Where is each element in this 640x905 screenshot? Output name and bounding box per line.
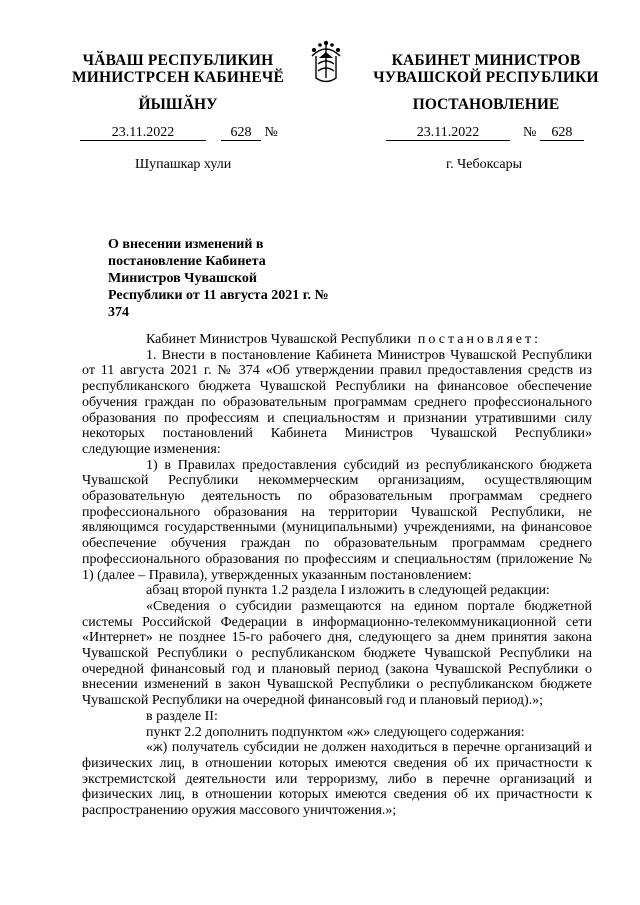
document-body (82, 332, 592, 819)
header-chuvash-line1: ЧӐВАШ РЕСПУБЛИКИН (82, 52, 274, 69)
header-chuvash-line2: МИНИСТРСЕН КАБИНЕЧӖ (71, 69, 285, 86)
doc-date-number-right (386, 125, 584, 141)
doc-date-left: 23.11.2022 (80, 125, 206, 141)
document-title: О внесении изменений в постановление Кабинета Министров Чувашской Республики от 11 августа 2021 г. № 374 (108, 237, 329, 320)
paragraph-2: 1) в Правилах предоставления субсидий из республиканского бюджета Чувашской Республики некоммерческим организациям, осуществляющим образовательную деятельность по образовательным программам среднего профессионального образования на территории Чувашской Республики, не являющимся государственными (муниципальными) учреждениями, на финансовое обеспечение обучения граждан по образовательным программам среднего профессионального образования по профессиям и специальностям (приложение № 1) (далее – Правила), утвержденных указанным постановлением: (82, 457, 592, 583)
header-russian-line1: КАБИНЕТ МИНИСТРОВ (391, 52, 581, 69)
doc-number-left: 628 (221, 125, 261, 141)
header-russian-doctype: ПОСТАНОВЛЕНИЕ (412, 96, 560, 113)
city-russian: г. Чебоксары (446, 157, 523, 172)
paragraph-7: «ж) получатель субсидии не должен находиться в перечне организаций и физических лиц, в отношении которых имеются сведения об их причастности к экстремистской деятельности или терроризму, либо в перечне организаций и физических лиц, в отношении которых имеются сведения об их причастности к распространению оружия массового уничтожения.»; (82, 740, 592, 819)
paragraph-6: пункт 2.2 дополнить подпунктом «ж» следующего содержания: (146, 724, 525, 740)
doc-date-number-left (80, 125, 278, 141)
header-chuvash (68, 52, 288, 86)
paragraph-5: в разделе II: (146, 708, 218, 724)
intro-paragraph (82, 332, 592, 348)
header-russian-line2: ЧУВАШСКОЙ РЕСПУБЛИКИ (373, 69, 599, 86)
doc-date-right: 23.11.2022 (386, 125, 510, 141)
header-chuvash-doctype: ЙЫШӐНУ (138, 96, 218, 113)
header-russian (368, 52, 604, 86)
city-chuvash: Шупашкар хули (135, 157, 232, 172)
doc-number-sign-left: № (264, 125, 278, 140)
intro-resolves: постановляет: (417, 332, 542, 347)
paragraph-3: абзац второй пункта 1.2 раздела I изложить в следующей редакции: (146, 583, 550, 599)
doc-number-right: 628 (540, 125, 584, 141)
paragraph-1: 1. Внести в постановление Кабинета Министров Чувашской Республики от 11 августа 2021 г. № 374 «Об утверждении правил предоставления средств из республиканского бюджета Чувашской Республики на финансовое обеспечение обучения граждан по образовательным программам среднего профессионального образования по профессиям и специальностям и признании утратившими силу некоторых постановлений Кабинета Министров Чувашской Республики» следующие изменения: (82, 347, 592, 457)
chuvash-emblem-icon (304, 38, 348, 86)
intro-text: Кабинет Министров Чувашской Республики (146, 332, 411, 347)
doc-number-sign-right: № (523, 125, 537, 140)
paragraph-4: «Сведения о субсидии размещаются на едином портале бюджетной системы Российской Федерации в информационно-телекоммуникационной сети «Интернет» не позднее 15-го рабочего дня, следующего за днем принятия закона Чувашской Республики о республиканском бюджете Чувашской Республики на очередной финансовый год и плановый период (закона Чувашской Республики о внесении изменений в закон Чувашской Республики о республиканском бюджете Чувашской Республики на очередной финансовый год и плановый период).»; (82, 598, 592, 709)
